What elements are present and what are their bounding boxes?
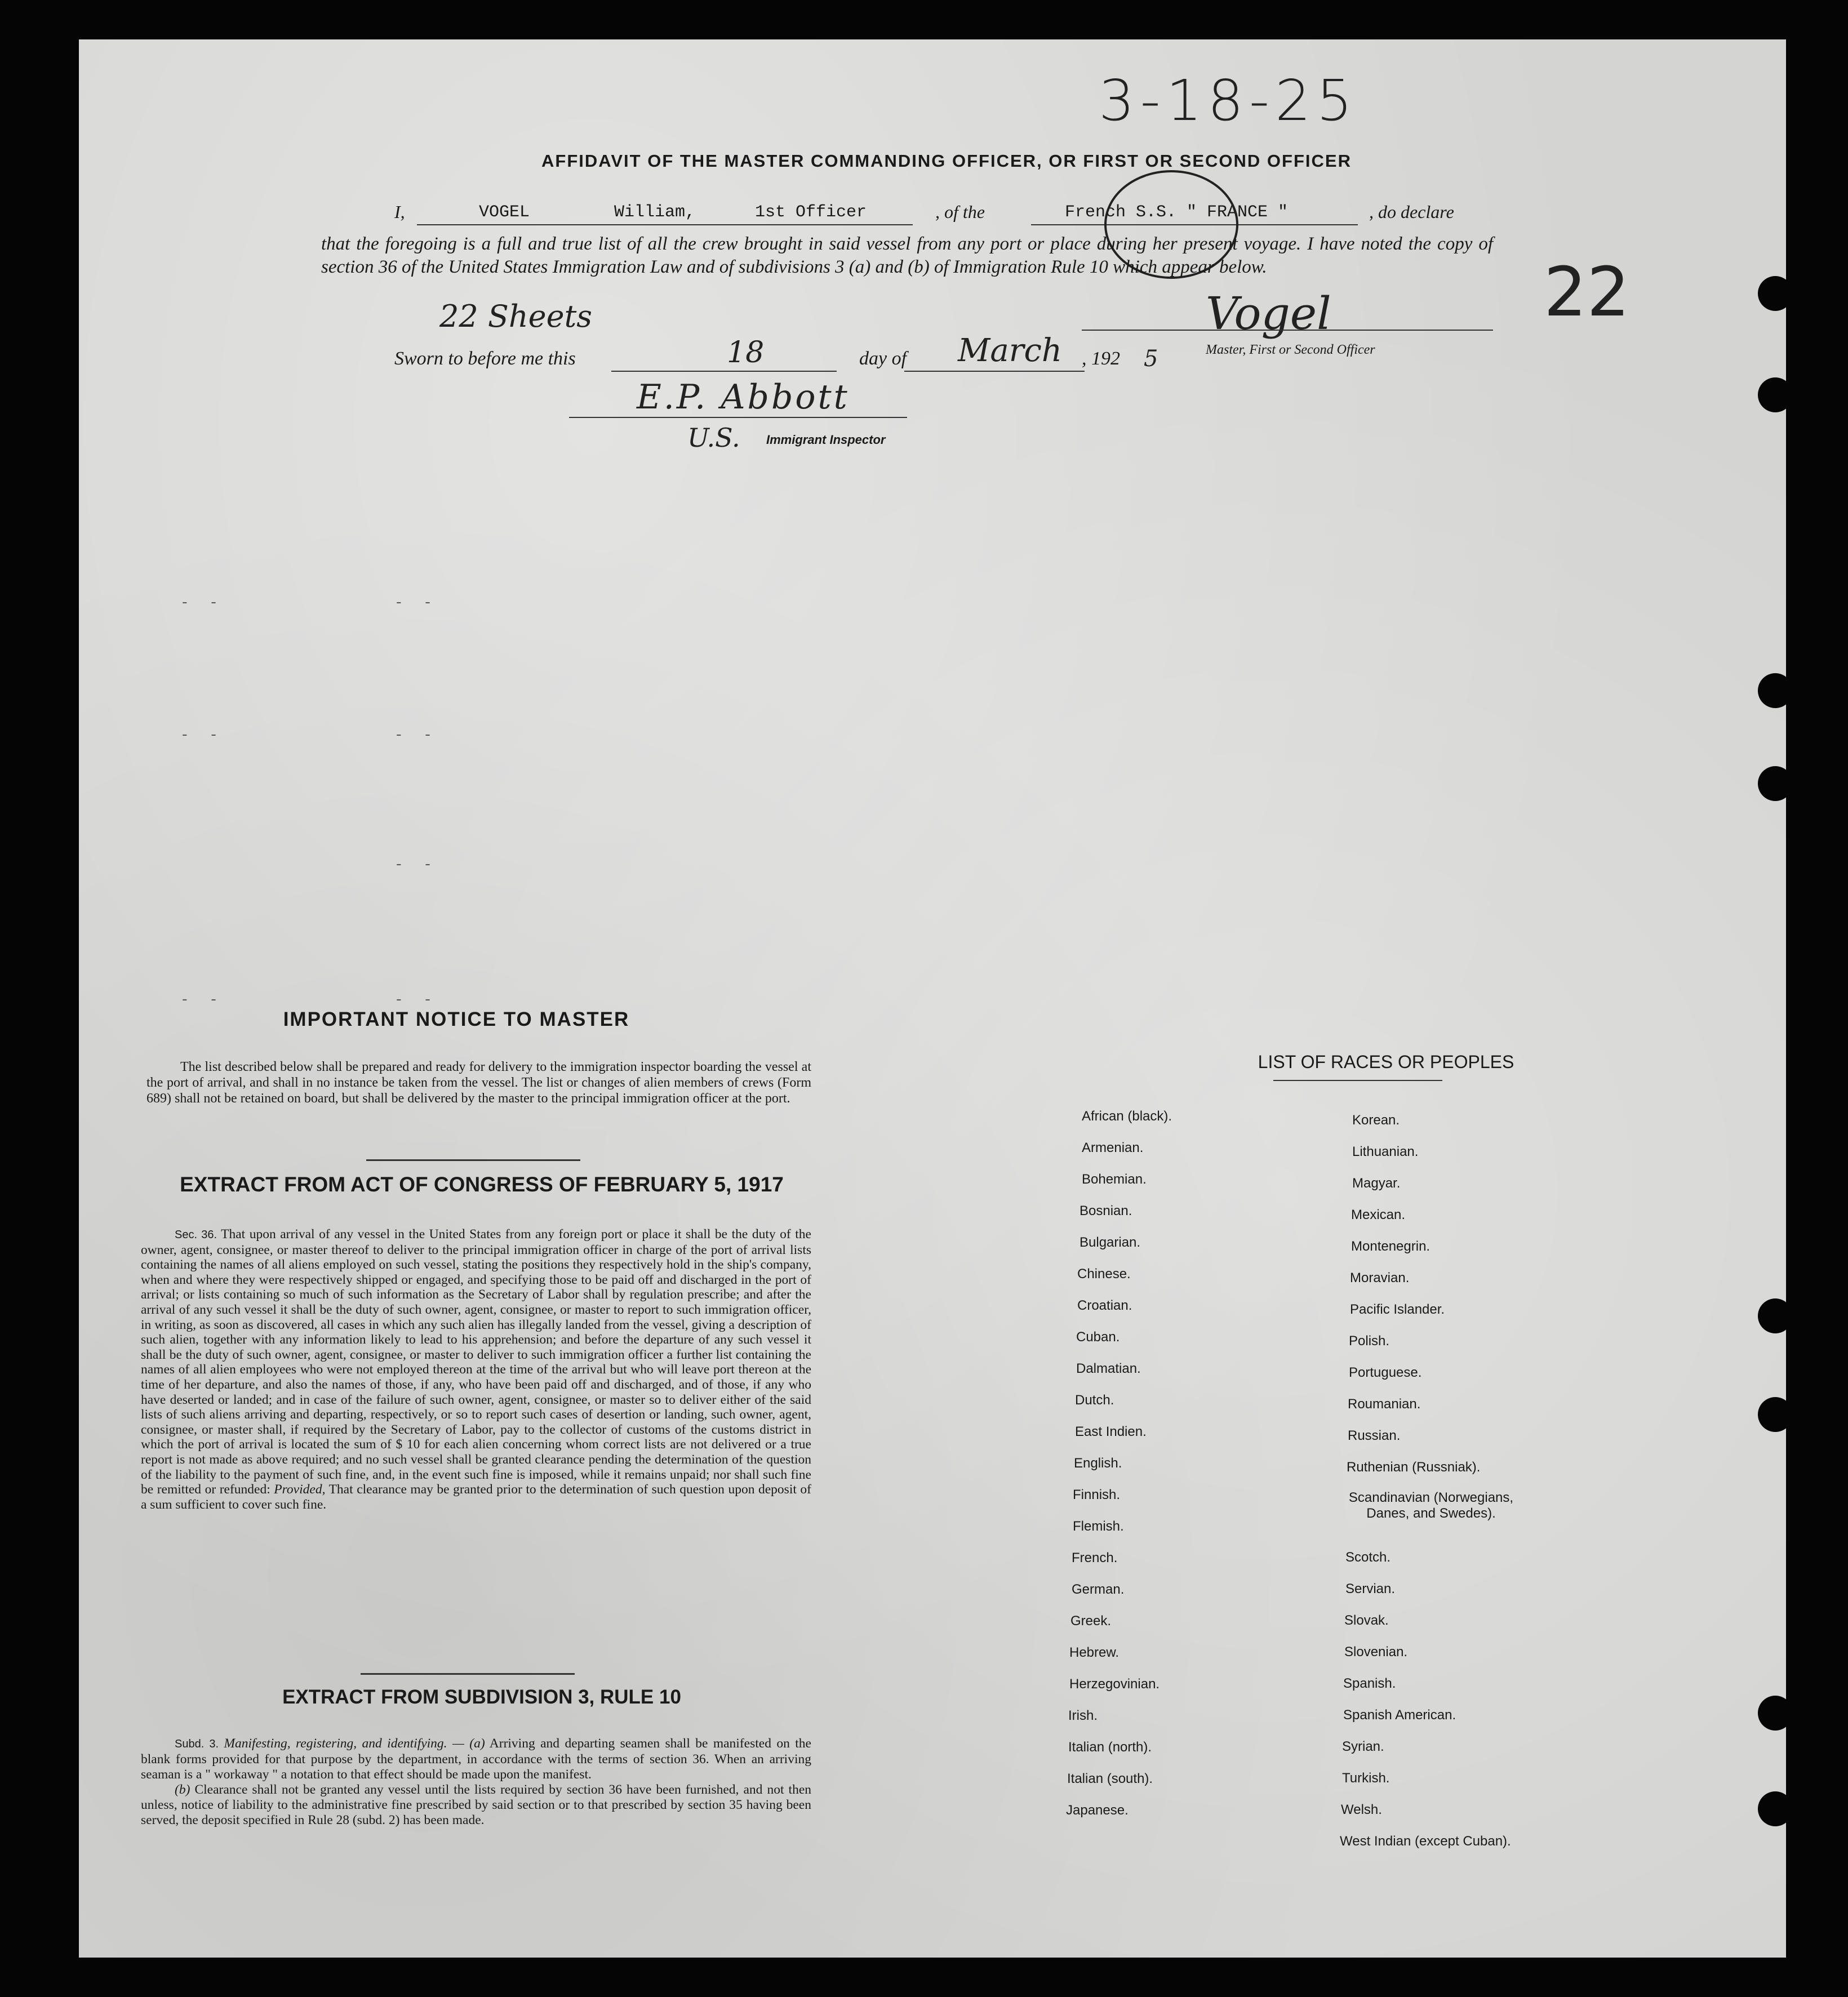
of-the-label: , of the — [935, 202, 985, 222]
race-item: Spanish. — [1343, 1676, 1396, 1691]
race-item: Scotch. — [1345, 1550, 1391, 1565]
race-item: Slovenian. — [1344, 1644, 1408, 1660]
race-item: Turkish. — [1342, 1771, 1390, 1786]
race-item: Slovak. — [1344, 1613, 1389, 1628]
inspector-label: Immigrant Inspector — [766, 433, 886, 447]
race-item: Cuban. — [1076, 1329, 1120, 1345]
race-item: East Indien. — [1075, 1424, 1147, 1439]
race-item: Moravian. — [1350, 1270, 1410, 1286]
vessel-name: French S.S. " FRANCE " — [1065, 203, 1289, 222]
race-item: Welsh. — [1341, 1802, 1382, 1817]
officer-line-label: Master, First or Second Officer — [1206, 343, 1375, 357]
race-item: Croatian. — [1077, 1298, 1132, 1313]
punch-hole — [1758, 766, 1793, 801]
race-item: Russian. — [1348, 1428, 1401, 1443]
race-item: African (black). — [1082, 1109, 1172, 1124]
race-item: Pacific Islander. — [1350, 1302, 1445, 1317]
rule-part-b-label: (b) — [175, 1782, 190, 1797]
punch-hole — [1758, 1298, 1793, 1333]
race-item: Korean. — [1352, 1113, 1400, 1128]
race-item: German. — [1072, 1582, 1125, 1597]
act-proviso-label: Provided, — [274, 1482, 326, 1497]
sworn-month: March — [958, 332, 1062, 369]
affidavit-title: AFFIDAVIT OF THE MASTER COMMANDING OFFICER, OR FIRST OR SECOND OFFICER — [541, 151, 1352, 171]
act-proviso-text: That clearance may be granted prior to the determination of such question upon deposit of a sum sufficient to cover such fine. — [141, 1482, 811, 1512]
act-section-text: That upon arrival of any vessel in the United States from any foreign port or place it shall be the duty of the owner, agent, consignee, or master thereof to deliver to the principal immigration officer in charge of the port of arrival lists containing the names of all aliens employed on such vessel, stating the positions they respectively hold in the ship's company, when and where they were respectively shipped or engaged, and specifying those to be paid off and discharged in the port of arrival; or lists containing so much of such information as the Secretary of Labor shall by regulation prescribe; and after the arrival of any such vessel it shall be the duty of such owner, agent, consignee, or master to report to such immigration officer, in writing, as soon as discovered, all cases in which any such alien has illegally landed from the vessel, giving a description of such alien, together with any information likely to lead to his apprehension; and before the departure of any such vessel it shall be the duty of such owner, agent, consignee, or master to deliver to such immigration officer a further list containing the names of all alien employees who were not employed thereon at the time of the arrival but who will leave port thereon at the time of her departure, and also the names of those, if any, who have been paid off and discharged, and of those, if any who have deserted or landed; and in case of the failure of such owner, agent, consignee, or master so to deliver either of the said lists of such aliens arriving and departing, respectively, or so to report such cases of desertion or landing, such owner, agent, consignee, or master shall, if required by the Secretary of Labor, pay to the collector of customs of the customs district in which the port of arrival is located the sum of $ 10 for each alien concerning whom correct lists are not delivered or a true report is not made as above required; and no such vessel shall be granted clearance pending the determination of the question of the liability to the payment of such fine, and, in the event such fine is imposed, while it remains unpaid; nor shall such fine be remitted or refunded: — [141, 1227, 811, 1497]
do-declare-label: , do declare — [1369, 202, 1454, 222]
affidavit-prefix: I, — [394, 202, 405, 222]
race-item: Chinese. — [1077, 1266, 1131, 1282]
races-title: LIST OF RACES OR PEOPLES — [1258, 1052, 1514, 1072]
notice-title: IMPORTANT NOTICE TO MASTER — [283, 1008, 630, 1030]
race-item: Italian (north). — [1068, 1740, 1152, 1755]
punch-hole — [1758, 1696, 1793, 1731]
rule-extract-title: EXTRACT FROM SUBDIVISION 3, RULE 10 — [282, 1686, 681, 1708]
act-extract-title: EXTRACT FROM ACT OF CONGRESS OF FEBRUARY 5, 1917 — [180, 1173, 784, 1196]
race-item: Hebrew. — [1069, 1645, 1120, 1660]
affidavit-first-line — [394, 202, 1493, 230]
race-item: Syrian. — [1342, 1739, 1384, 1754]
stamp-date: 3-18-25 — [1099, 68, 1358, 134]
race-item: Finnish. — [1073, 1487, 1121, 1502]
race-item: Servian. — [1345, 1581, 1396, 1596]
officer-surname: VOGEL — [479, 203, 530, 222]
year-digit: 5 — [1144, 346, 1158, 372]
race-item: Mexican. — [1351, 1207, 1406, 1222]
punch-hole — [1758, 1791, 1793, 1826]
race-item: Portuguese. — [1349, 1365, 1422, 1380]
race-item: Dutch. — [1075, 1393, 1114, 1408]
race-item: French. — [1072, 1550, 1118, 1565]
rule-part-b — [141, 1782, 811, 1828]
punch-hole — [1758, 276, 1793, 311]
rule-part-a-text: Arriving and departing seamen shall be manifested on the blank forms provided for that purpose by the department, in accordance with the terms of section 36. When an arriving seaman is a " workaway " a notation to that effect should be made upon the manifest. — [141, 1736, 811, 1782]
sworn-line — [394, 332, 1240, 382]
race-item: West Indian (except Cuban). — [1340, 1834, 1511, 1849]
race-item: Herzegovinian. — [1069, 1676, 1160, 1692]
punch-hole — [1758, 1397, 1793, 1432]
race-item: English. — [1074, 1456, 1122, 1471]
race-item: Roumanian. — [1348, 1396, 1421, 1412]
race-item: Dalmatian. — [1076, 1361, 1141, 1376]
race-item: Greek. — [1070, 1613, 1112, 1629]
affidavit-body: that the foregoing is a full and true list of all the crew brought in said vessel from any port or place during her present voyage. I have noted the copy of section 36 of the United States Immigration Law and of subdivisions 3 (a) and (b) of Immigration Rule 10 which appear below. — [321, 234, 1493, 277]
race-item: Bosnian. — [1080, 1203, 1132, 1218]
rule-part-a-label: — (a) — [452, 1736, 485, 1751]
sheets-note: 22 Sheets — [439, 299, 592, 334]
race-item: Japanese. — [1066, 1803, 1129, 1818]
race-item: Italian (south). — [1067, 1771, 1153, 1786]
rule-subd-heading: Manifesting, registering, and identifying. — [224, 1736, 447, 1751]
act-extract-body — [141, 1227, 811, 1512]
rule-part-b-text: Clearance shall not be granted any vessel until the lists required by section 36 have been furnished, and not then unless, notice of liability to the administrative fine prescribed by said section or to that prescribed by section 35 having been served, the deposit specified in Rule 28 (subd. 2) has been made. — [141, 1782, 811, 1827]
year-label: , 192 — [1082, 348, 1120, 369]
race-item: Spanish American. — [1343, 1707, 1456, 1723]
act-section-label: Sec. 36. — [175, 1229, 217, 1241]
rule-extract-body — [141, 1736, 811, 1828]
punch-hole — [1758, 377, 1793, 412]
notice-body: The list described below shall be prepared and ready for delivery to the immigration inspector boarding the vessel at the port of arrival, and shall in no instance be taken from the vessel. The list or changes of alien members of crews (Form 689) shall not be retained on board, but shall be delivered by the master to the principal immigration officer at the port. — [146, 1060, 811, 1106]
punch-hole — [1758, 673, 1793, 708]
race-item: Montenegrin. — [1351, 1239, 1431, 1254]
race-item: Bulgarian. — [1080, 1235, 1141, 1250]
race-item: Polish. — [1349, 1333, 1390, 1349]
officer-rank: 1st Officer — [755, 203, 867, 222]
race-item: Irish. — [1068, 1708, 1098, 1723]
officer-first-name: William, — [614, 203, 696, 222]
race-item: Flemish. — [1073, 1519, 1124, 1534]
race-item: Lithuanian. — [1352, 1144, 1419, 1159]
race-item: Armenian. — [1082, 1140, 1144, 1155]
race-item: Ruthenian (Russniak). — [1347, 1460, 1481, 1475]
margin-number: 22 — [1544, 253, 1630, 332]
day-of-label: day of — [859, 348, 907, 369]
inspector-signature: E.P. Abbott — [637, 377, 850, 417]
document-sheet: 3-18-25 22 AFFIDAVIT OF THE MASTER COMMANDING OFFICER, OR FIRST OR SECOND OFFICER I, VOGEL William, 1st Officer , of the French S.S. " FRANCE " , do declare that the foregoing is a full and true list of all the crew brought in said vessel from any port or place during her present voyage. I have noted the copy of section 36 of the United States Immigration Law and of subdivisions 3 (a) and (b) of Immigration Rule 10 which appear below. 22 Sheets Vogel Master, First or Second Officer Sworn to before me this 18 day of March , 192 5 E.P. Abbott U.S. Immigrant Inspector - - - - - - - - - - - - - - IMPORTANT NOTICE TO MASTER The list described below shall be prepared and ready for delivery to the immigration inspector boarding the vessel at the port of arrival, and shall in no instance be taken from the vessel. The list or changes of alien members of crews (Form 689) shall not be retained on board, but shall be delivered by the master to the principal immigration officer at the port. EXTRACT FROM ACT OF CONGRESS OF FEBRUARY 5, 1917 Sec. 36. That upon arrival of any vessel in the United States from any foreign port or place it shall be the duty of the owner, agent, consignee, or master thereof to deliver to the principal immigration officer in charge of the port of arrival lists containing the names of all aliens employed on such vessel, stating the positions they respectively hold in the ship's company, when and where they were respectively shipped or engaged, and specifying those to be paid off and discharged in the port of arrival; or lists containing so much of such information as the Secretary of Labor shall by regulation prescribe; and after the arrival of any such vessel it shall be the duty of such owner, agent, consignee, or master to report to such immigration officer, in writing, as soon as discovered, all cases in which any such alien has illegally landed from the vessel, giving a description of such alien, together with any information likely to lead to his apprehension; and before the departure of any such vessel it shall be the duty of such owner, agent, consignee, or master to deliver to such immigration officer a further list containing the names of all alien employees who were not employed thereon at the time of the arrival but who will leave port thereon at the time of her departure, and also the names of those, if any, who have been paid off and discharged, and of those, if any who have deserted or landed; and in case of the failure of such owner, agent, consignee, or master so to deliver either of the said lists of such aliens arriving and departing, respectively, or so to report such cases of desertion or landing, such owner, agent, consignee, or master shall, if required by the Secretary of Labor, pay to the collector of customs of the customs district in which the port of arrival is located the sum of $ 10 for each alien concerning whom correct lists are not delivered or a true report is not made as above required; and no such vessel shall be granted clearance pending the determination of the question of the liability to the payment of such fine, and, in the event such fine is imposed, while it remains unpaid; nor shall such fine be remitted or refunded: Provided, That clearance may be granted prior to the determination of such question upon deposit of a sum sufficient to cover such fine. EXTRACT FROM SUBDIVISION 3, RULE 10 Subd. 3. Manifesting, registering, and identifying. — (a) Arriving and departing seamen shall be manifested on the blank forms provided for that purpose by the department, in accordance with the terms of section 36. When an arriving seaman is a " workaway " a notation to that effect should be made upon the manifest. (b) Clearance shall not be granted any vessel until the lists required by section 36 have been furnished, and not then unless, notice of liability to the administrative fine prescribed by said section or to that prescribed by section 35 having been served, the deposit specified in Rule 28 (subd. 2) has been made. LIST OF RACES OR PEOPLES African (black). Armenian. Bohemian. Bosnian. Bulgarian. Chinese. Croatian. Cuban. Dalmatian. Dutch. East Indien. English. Finnish. Flemish. French. German. Greek. Hebrew. Herzegovinian. Irish. Italian (north). Italian (south). Japanese. Korean. Lithuanian. Magyar. Mexican. Montenegrin. Moravian. Pacific Islander. Polish. Portuguese. Roumanian. Russian. Ruthenian (Russniak). Scandinavian (Norwegians, Danes, and Swedes). Scotch. Servian. Slovak. Slovenian. Spanish. Spanish American. Syrian. Turkish. Welsh. West Indian (except Cuban). — [79, 39, 1786, 1958]
rule-subd-label: Subd. 3. — [175, 1738, 219, 1750]
sworn-day: 18 — [727, 336, 765, 370]
race-item: Magyar. — [1352, 1176, 1401, 1191]
inspector-initials: U.S. — [687, 422, 740, 453]
rule-part-a — [141, 1736, 811, 1782]
race-item: Bohemian. — [1082, 1172, 1147, 1187]
race-item: Scandinavian (Norwegians, Danes, and Swedes). — [1348, 1490, 1514, 1521]
sworn-prefix: Sworn to before me this — [394, 348, 576, 369]
officer-signature: Vogel — [1206, 287, 1331, 340]
